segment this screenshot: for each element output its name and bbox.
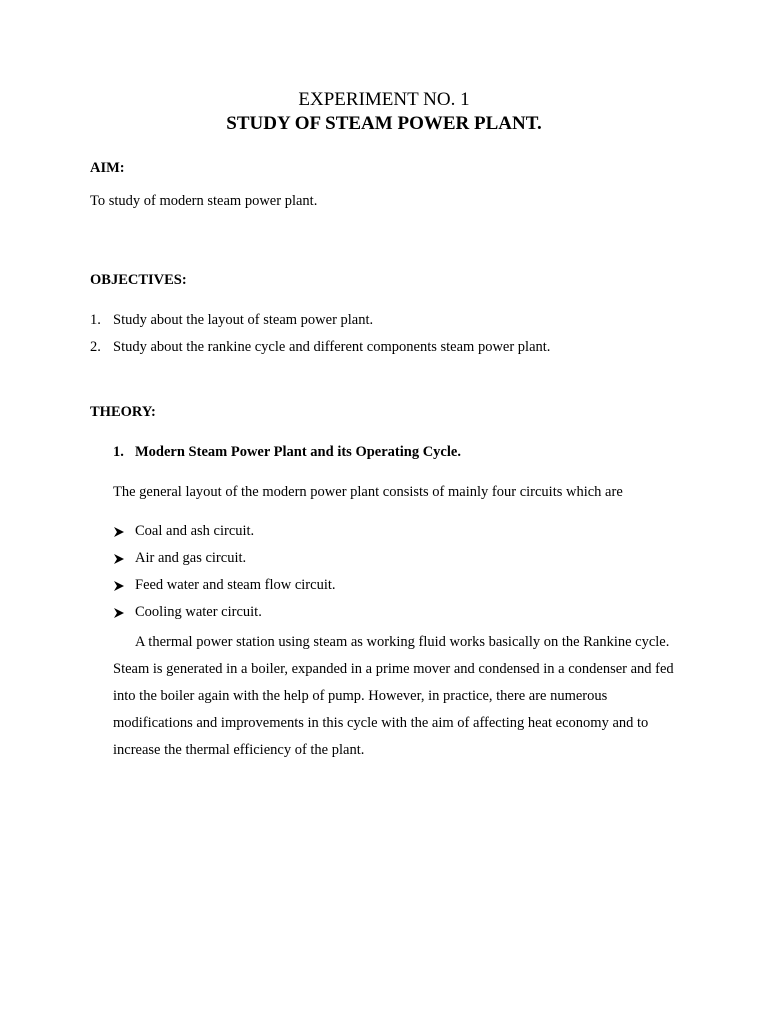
theory-paragraph: A thermal power station using steam as working fluid works basically on the Rankine cycle. Steam is generated in a boiler, expanded in a prime mover and condensed in a condenser and fed into the boiler again with the help of pump. However, in practice, there are numerous modifications and improvements in this cycle with the aim of affecting heat economy and to increase the thermal efficiency of the plant. bbox=[113, 634, 674, 758]
objective-number: 2. bbox=[90, 339, 101, 355]
theory-heading: THEORY: bbox=[90, 404, 156, 420]
circuit-list-item: Coal and ash circuit. bbox=[135, 523, 255, 539]
circuit-list-item: Air and gas circuit. bbox=[135, 550, 247, 566]
experiment-number-title: EXPERIMENT NO. 1 bbox=[298, 89, 470, 110]
subsection-number: 1. bbox=[113, 444, 124, 460]
arrow-bullet-icon bbox=[113, 607, 125, 619]
aim-heading: AIM: bbox=[90, 160, 125, 176]
objective-item: Study about the layout of steam power plant. bbox=[113, 312, 374, 328]
experiment-title: STUDY OF STEAM POWER PLANT. bbox=[226, 113, 542, 134]
aim-text: To study of modern steam power plant. bbox=[90, 193, 318, 209]
subsection-title: Modern Steam Power Plant and its Operating Cycle. bbox=[135, 444, 461, 460]
objectives-heading: OBJECTIVES: bbox=[90, 272, 187, 288]
circuit-list-item: Feed water and steam flow circuit. bbox=[135, 577, 336, 593]
arrow-bullet-icon bbox=[113, 580, 125, 592]
circuit-list-item: Cooling water circuit. bbox=[135, 604, 262, 620]
theory-intro: The general layout of the modern power plant consists of mainly four circuits which are bbox=[113, 484, 623, 500]
objective-number: 1. bbox=[90, 312, 101, 328]
arrow-bullet-icon bbox=[113, 553, 125, 565]
objective-item: Study about the rankine cycle and different components steam power plant. bbox=[113, 339, 551, 355]
arrow-bullet-icon bbox=[113, 526, 125, 538]
